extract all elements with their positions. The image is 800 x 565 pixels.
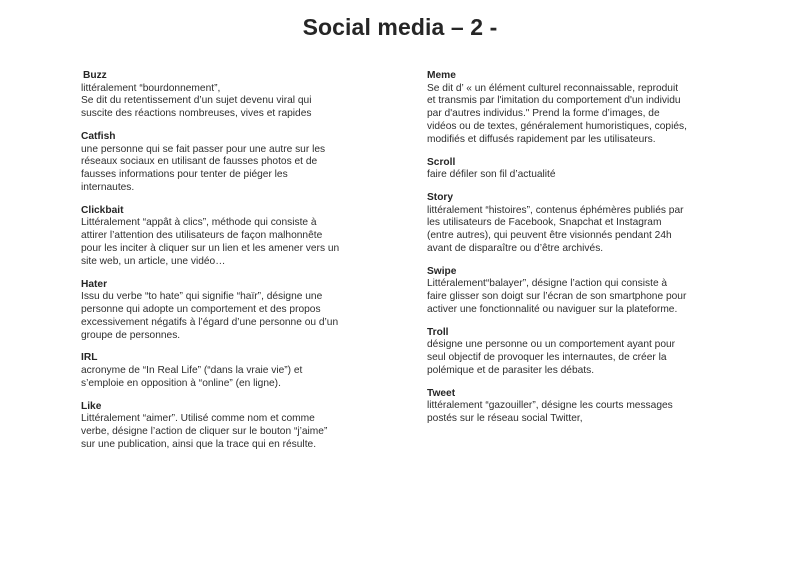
- glossary-left-column: [81, 70, 381, 462]
- glossary-entry-troll: [427, 327, 727, 378]
- page-title: Social media – 2 -: [302, 14, 498, 40]
- term-irl: IRL: [81, 352, 98, 364]
- glossary-entry-meme: [427, 70, 727, 147]
- term-scroll: Scroll: [427, 156, 456, 168]
- term-clickbait: Clickbait: [81, 204, 124, 216]
- term-buzz: Buzz: [83, 70, 107, 81]
- definition-buzz: littéralement “bourdonnement”, Se dit du retentissement d’un sujet devenu viral qui suscite des réactions nombreuses, vives et rapides: [81, 82, 312, 120]
- term-story: Story: [427, 191, 454, 203]
- definition-story: littéralement “histoires”, contenus éphémères publiés par les utilisateurs de Facebook, Snapchat et Instagram (entre autres), qui peuvent être visionnés pendant 24h avant de disparaître ou d’être archivés.: [427, 204, 684, 254]
- definition-swipe: Littéralement“balayer”, désigne l’action qui consiste à faire glisser son doigt sur l’écran de son smartphone pour activer une fonctionnalité ou naviguer sur la plateforme.: [427, 278, 687, 315]
- definition-tweet: littéralement “gazouiller”, désigne les courts messages postés sur le réseau social Twitter,: [427, 400, 673, 425]
- definition-hater: Issu du verbe “to hate” qui signifie “haïr”, désigne une personne qui adopte un comportement et des propos excessivement négatifs à l’égard d’une personne ou d’un groupe de personnes.: [81, 291, 339, 341]
- term-tweet: Tweet: [427, 387, 456, 399]
- term-swipe: Swipe: [427, 265, 457, 277]
- glossary-entry-tweet: [427, 388, 727, 426]
- term-hater: Hater: [81, 278, 108, 290]
- definition-catfish: une personne qui se fait passer pour une autre sur les réseaux sociaux en utilisant de fausses photos et de fausses informations pour tenter de piéger les internautes.: [81, 143, 326, 193]
- definition-clickbait: Littéralement “appât à clics”, méthode qui consiste à attirer l’attention des utilisateurs de façon malhonnête pour les inciter à cliquer sur un lien et les amener vers un site web, un article, une vidéo…: [81, 217, 340, 267]
- term-troll: Troll: [427, 326, 449, 338]
- glossary-entry-swipe: [427, 266, 727, 317]
- definition-irl: acronyme de “In Real Life” (“dans la vraie vie”) et s’emploie en opposition à “online” (en ligne).: [81, 364, 303, 389]
- term-meme: Meme: [427, 70, 456, 81]
- glossary-right-column: [427, 70, 727, 436]
- glossary-entry-buzz: [81, 70, 381, 121]
- glossary-entry-story: [427, 192, 727, 256]
- definition-troll: désigne une personne ou un comportement ayant pour seul objectif de provoquer les internautes, de créer la polémique et de parasiter les débats.: [427, 339, 676, 376]
- glossary-entry-catfish: [81, 131, 381, 195]
- term-like: Like: [81, 400, 102, 412]
- definition-scroll: faire défiler son fil d’actualité: [427, 169, 556, 181]
- glossary-entry-hater: [81, 279, 381, 343]
- term-catfish: Catfish: [81, 130, 116, 142]
- glossary-entry-like: [81, 401, 381, 452]
- glossary-entry-scroll: [427, 157, 727, 182]
- definition-like: Littéralement “aimer”. Utilisé comme nom et comme verbe, désigne l’action de cliquer sur le bouton “j’aime” sur une publication, ainsi que la trace qui en résulte.: [81, 413, 328, 450]
- glossary-entry-irl: [81, 352, 381, 390]
- glossary-entry-clickbait: [81, 205, 381, 269]
- definition-meme: Se dit d’ « un élément culturel reconnaissable, reproduit et transmis par l'imitation du comportement d'un individu par d'autres individus." Prend la forme d’images, de vidéos ou de textes, généralement humoristiques, copiés, modifiés et diffusés rapidement par les utilisateurs.: [427, 82, 687, 145]
